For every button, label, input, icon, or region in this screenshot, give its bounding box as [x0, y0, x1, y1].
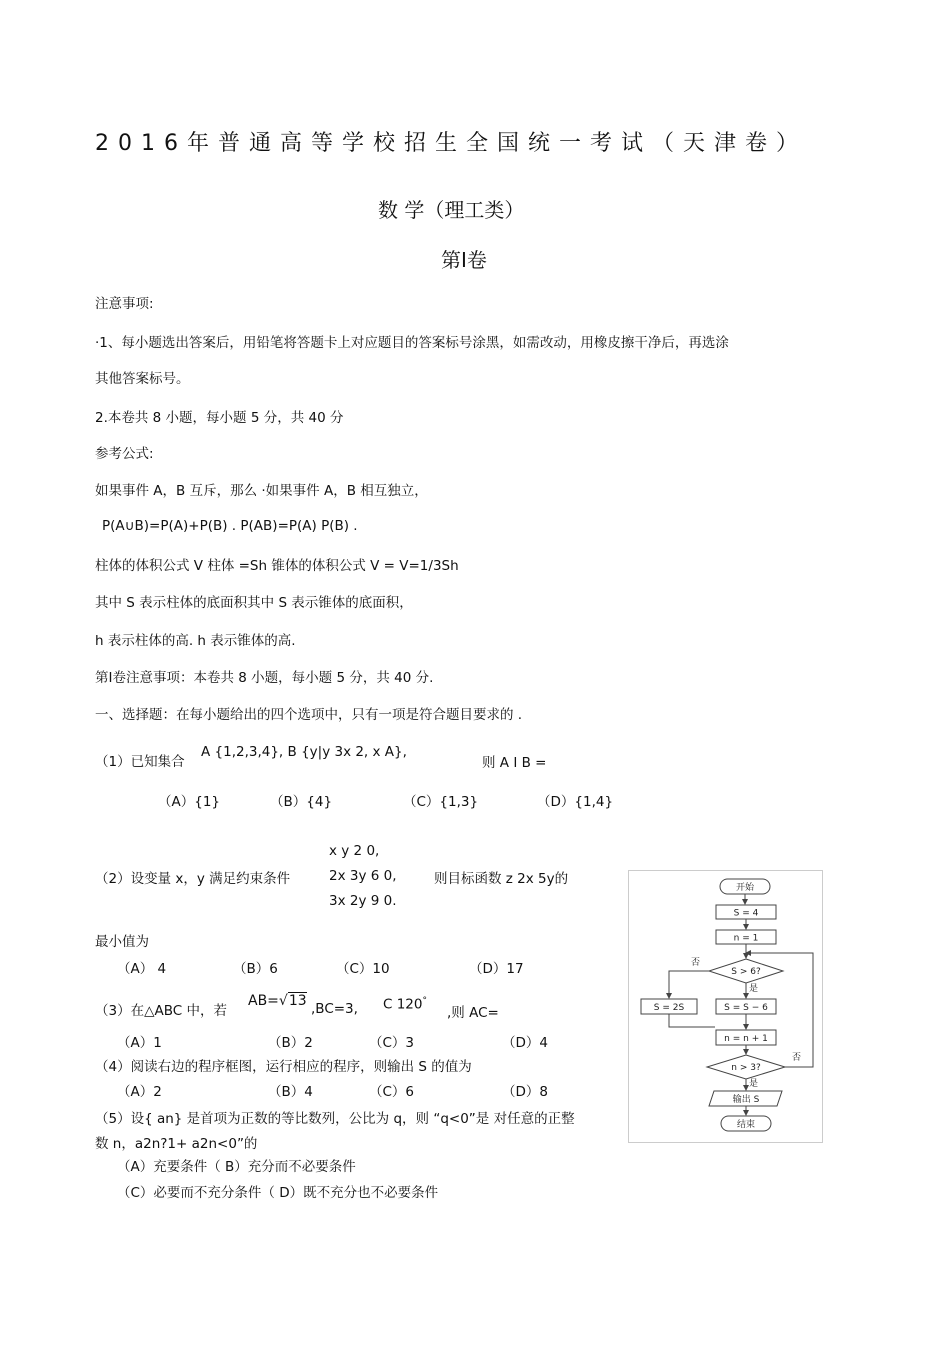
flow-cond-s-label: S > 6?	[731, 967, 761, 977]
q1-stem-prefix: （1）已知集合	[95, 754, 185, 770]
note-item-2: 2.本卷共 8 小题，每小题 5 分，共 40 分	[95, 410, 344, 426]
q3-ab-label: AB=	[248, 993, 279, 1009]
q2-constraint-1: x y 2 0,	[329, 843, 380, 859]
flow-s-double-label: S = 2S	[653, 1003, 685, 1013]
sqrt-symbol: √	[278, 993, 288, 1009]
flow-init-s-label: S = 4	[733, 908, 759, 919]
q4-option-a: （A）2	[117, 1084, 162, 1100]
flow-n-increment-label: n = n + 1	[724, 1034, 768, 1044]
q3-suffix: ,则 AC=	[447, 1005, 499, 1021]
flow-no-label: 否	[691, 958, 701, 968]
q2-option-c: （C）10	[336, 961, 390, 977]
section-heading: 一、选择题：在每小题给出的四个选项中，只有一项是符合题目要求的 .	[95, 707, 523, 723]
q3-bc: ,BC=3,	[311, 1001, 358, 1017]
q2-constraint-3: 3x 2y 9 0.	[329, 893, 397, 909]
degree-sign: °	[422, 996, 427, 1006]
notes-heading: 注意事项:	[95, 296, 154, 312]
q3-option-a: （A）1	[117, 1035, 162, 1051]
flow-s-minus-label: S = S − 6	[724, 1003, 768, 1013]
q1-option-a: （A）{1}	[158, 794, 221, 810]
flow-end-label: 结束	[736, 1120, 756, 1130]
program-flowchart	[628, 870, 823, 1143]
q2-option-d: （D）17	[469, 961, 524, 977]
q1-stem-suffix: 则 A I B =	[482, 755, 547, 771]
flow-output-label: 输出 S	[732, 1095, 760, 1105]
formula-line-5: h 表示柱体的高. h 表示锥体的高.	[95, 633, 296, 649]
flow-start-label: 开始	[735, 883, 755, 893]
q5-stem-line-1: （5）设{ an} 是首项为正数的等比数列，公比为 q，则 “q<0”是 对任意的正整	[95, 1111, 575, 1127]
flow-yes-label: 是	[749, 984, 759, 994]
q3-sqrt-value: 13	[288, 993, 307, 1009]
q4-option-b: （B）4	[268, 1084, 313, 1100]
q5-stem-line-2: 数 n，a2n?1+ a2n<0”的	[95, 1136, 258, 1152]
q4-stem: （4）阅读右边的程序框图，运行相应的程序，则输出 S 的值为	[95, 1059, 472, 1075]
q1-option-c: （C）{1,3}	[403, 794, 479, 810]
formula-line-2: P(A∪B)=P(A)+P(B) . P(AB)=P(A) P(B) .	[102, 518, 358, 534]
flow-yes2-label: 是	[749, 1079, 759, 1089]
formula-line-1: 如果事件 A，B 互斥，那么 ·如果事件 A，B 相互独立，	[95, 483, 428, 499]
q1-option-d: （D）{1,4}	[537, 794, 614, 810]
q2-stem-prefix: （2）设变量 x，y 满足约束条件	[95, 871, 291, 887]
exam-subtitle: 数 学（理工类）	[378, 198, 525, 222]
q2-option-b: （B）6	[233, 961, 278, 977]
volume-label: 第Ⅰ卷	[441, 248, 487, 272]
note-item-1-line-2: 其他答案标号。	[95, 371, 190, 387]
q1-option-b: （B）{4}	[270, 794, 333, 810]
flow-no2-label: 否	[792, 1053, 802, 1063]
formula-line-4: 其中 S 表示柱体的底面积其中 S 表示锥体的底面积，	[95, 595, 413, 611]
section-note: 第Ⅰ卷注意事项：本卷共 8 小题，每小题 5 分，共 40 分.	[95, 670, 434, 686]
note-item-1-line-1: ·1、每小题选出答案后，用铅笔将答题卡上对应题目的答案标号涂黑，如需改动，用橡皮擦干净后，再选涂	[95, 335, 729, 351]
q5-options-line-1: （A）充要条件（ B）充分而不必要条件	[117, 1159, 356, 1175]
q2-option-a: （A） 4	[117, 961, 167, 977]
q3-angle-text: C 120	[383, 996, 423, 1013]
q4-option-c: （C）6	[369, 1084, 415, 1100]
q3-angle	[383, 996, 427, 1013]
q2-stem-end: 最小值为	[95, 934, 149, 950]
formulas-heading: 参考公式:	[95, 446, 154, 462]
q3-option-b: （B）2	[268, 1035, 313, 1051]
flow-init-n-label: n = 1	[733, 933, 759, 944]
formula-line-3: 柱体的体积公式 V 柱体 =Sh 锥体的体积公式 V = V=1/3Sh	[95, 558, 459, 574]
q3-ab	[248, 993, 307, 1009]
exam-title: 2016年普通高等学校招生全国统一考试（天津卷）	[95, 131, 807, 156]
flow-cond-n-label: n > 3?	[731, 1063, 761, 1073]
q4-option-d: （D）8	[502, 1084, 548, 1100]
q3-option-c: （C）3	[369, 1035, 415, 1051]
q5-options-line-2: （C）必要而不充分条件（ D）既不充分也不必要条件	[117, 1185, 439, 1201]
q2-constraint-2: 2x 3y 6 0,	[329, 868, 397, 884]
q3-stem-prefix: （3）在△ABC 中，若	[95, 1003, 227, 1019]
q1-stem-math: A {1,2,3,4}, B {y|y 3x 2, x A},	[201, 744, 407, 760]
q3-option-d: （D）4	[502, 1035, 548, 1051]
q2-objective: 则目标函数 z 2x 5y的	[434, 871, 569, 887]
